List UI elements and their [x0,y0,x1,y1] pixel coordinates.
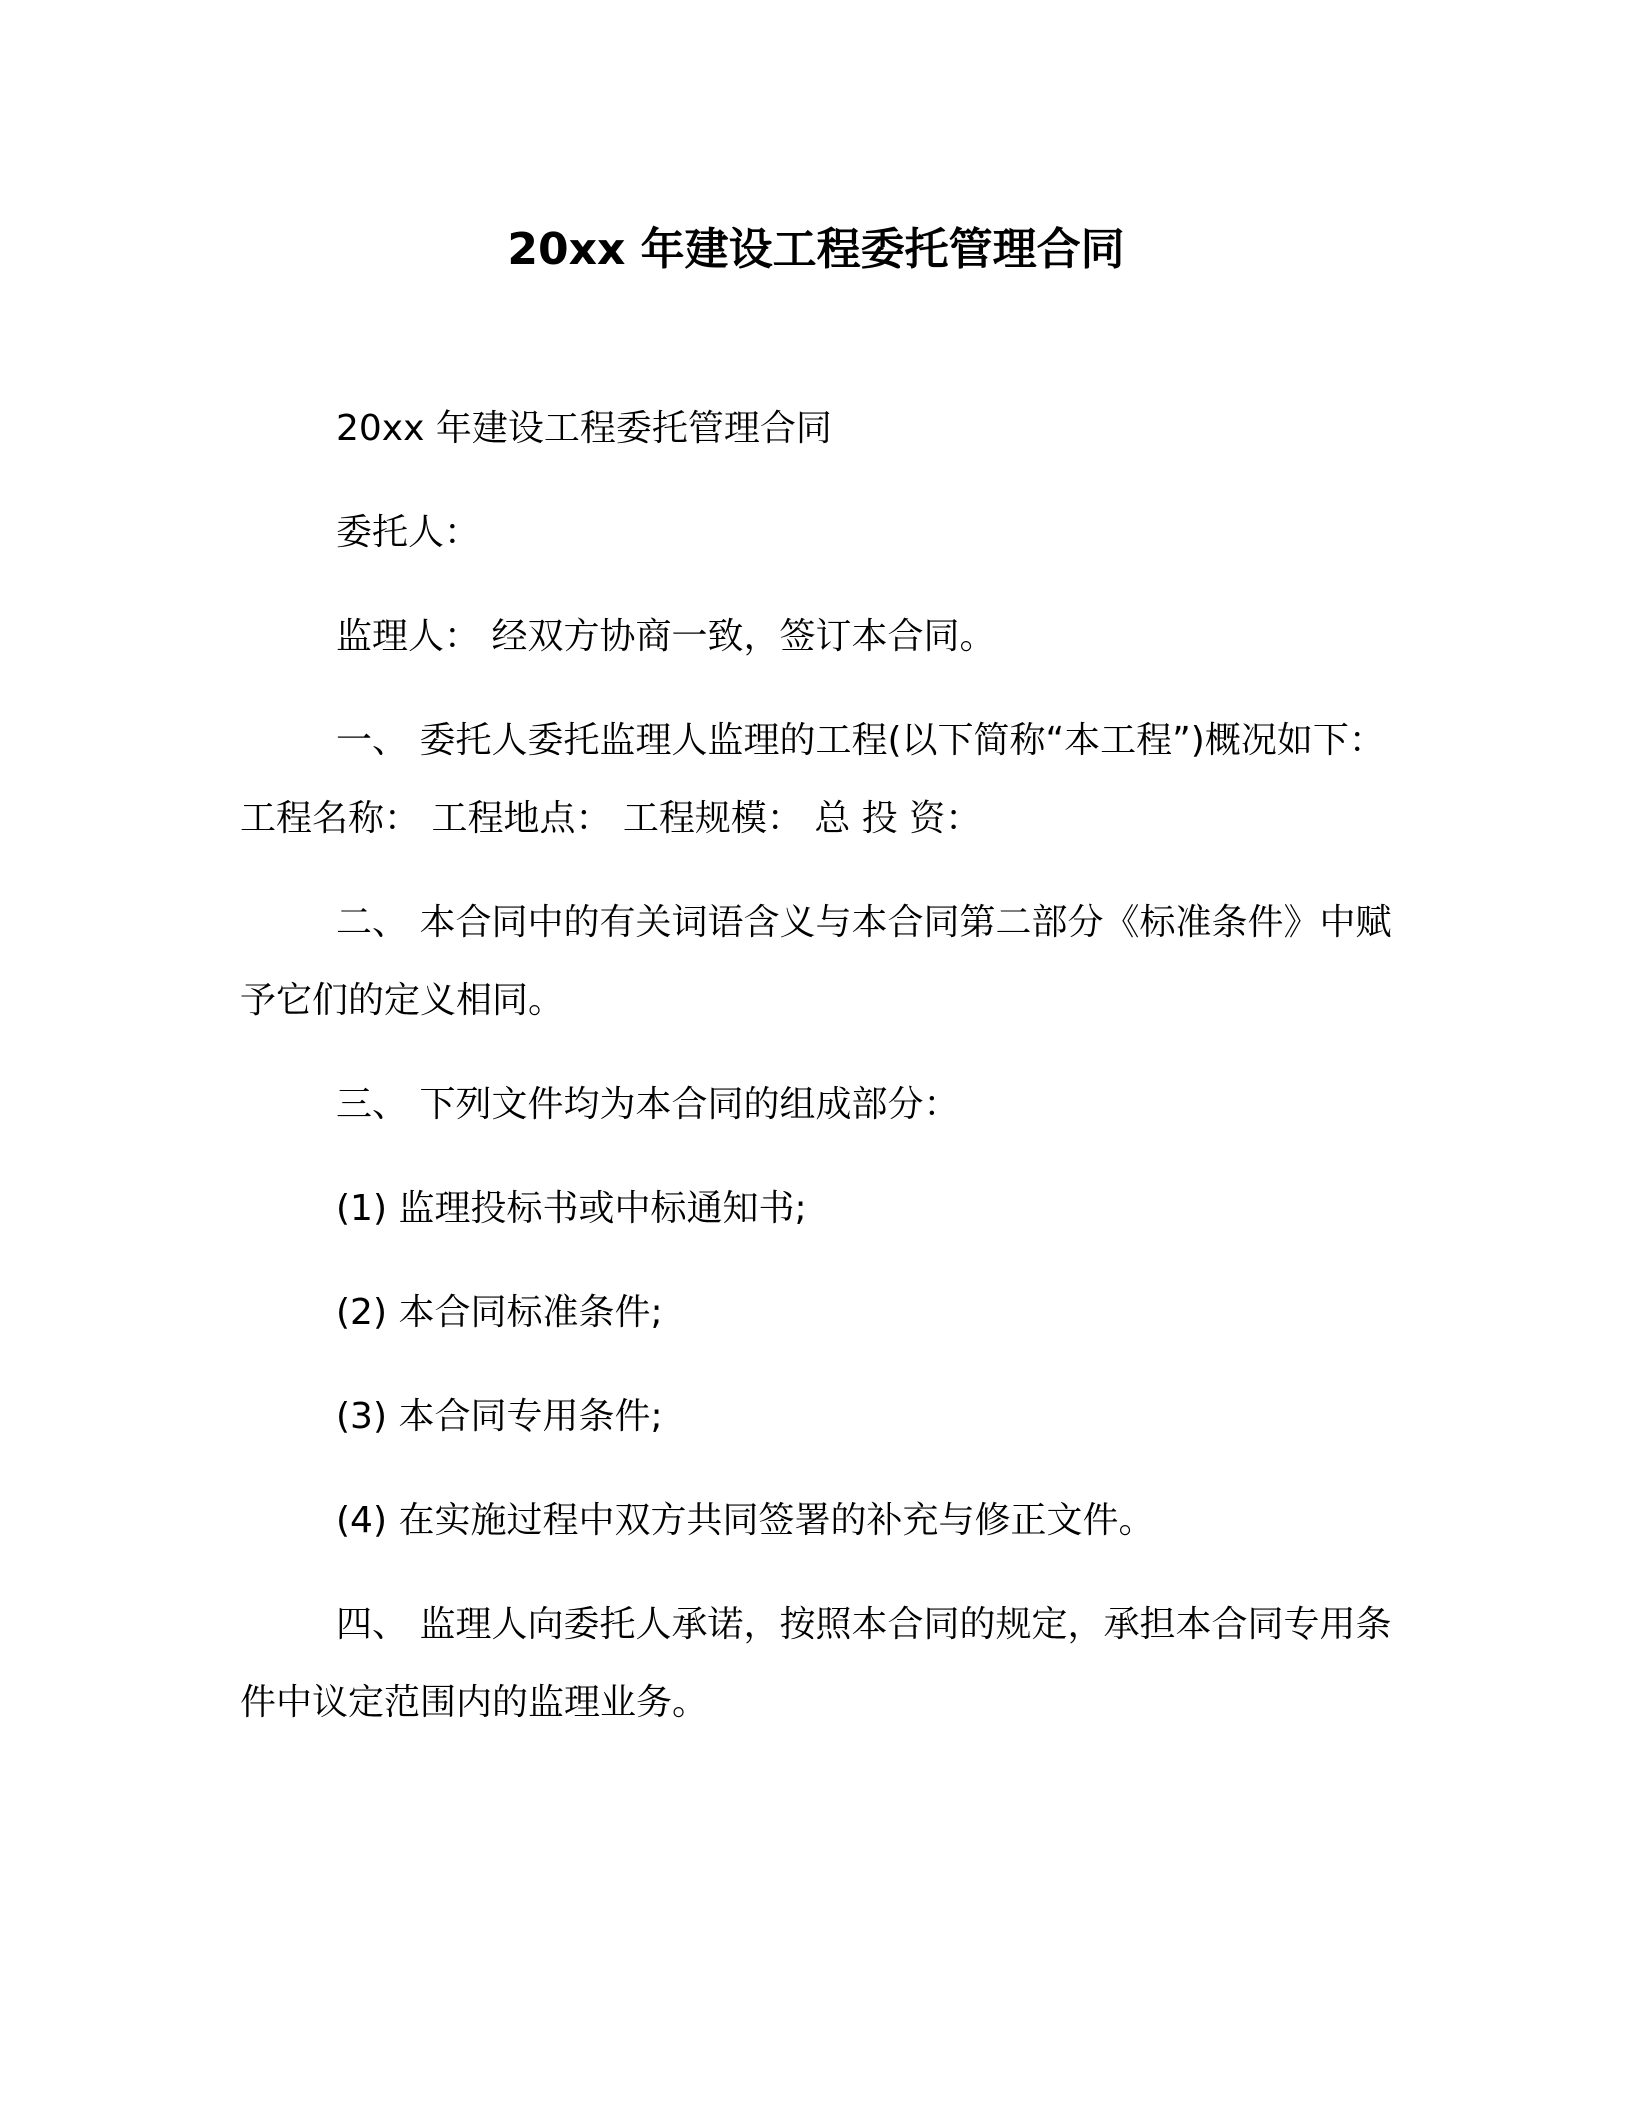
list-item-2: (2) 本合同标准条件; [336,1292,663,1333]
paragraph-client: 委托人： [336,512,481,553]
document-title: 20xx 年建设工程委托管理合同 [507,224,1125,275]
document-body [240,390,1392,1768]
list-item-1: (1) 监理投标书或中标通知书; [336,1188,807,1229]
paragraph-clause-1: 一、 委托人委托监理人监理的工程(以下简称“本工程”)概况如下： 工程名称： 工程地点： 工程规模： 总 投 资： [240,720,1385,839]
paragraph-clause-2: 二、 本合同中的有关词语含义与本合同第二部分《标准条件》中赋予它们的定义相同。 [240,902,1392,1021]
paragraph-supervisor: 监理人： 经双方协商一致，签订本合同。 [336,616,996,657]
paragraph-clause-3: 三、 下列文件均为本合同的组成部分： [336,1084,960,1125]
paragraph-clause-4: 四、 监理人向委托人承诺，按照本合同的规定，承担本合同专用条件中议定范围内的监理业务。 [240,1604,1392,1723]
list-item-3: (3) 本合同专用条件; [336,1396,663,1437]
list-item-4: (4) 在实施过程中双方共同签署的补充与修正文件。 [336,1500,1155,1541]
paragraph-contract-heading: 20xx 年建设工程委托管理合同 [336,408,832,449]
